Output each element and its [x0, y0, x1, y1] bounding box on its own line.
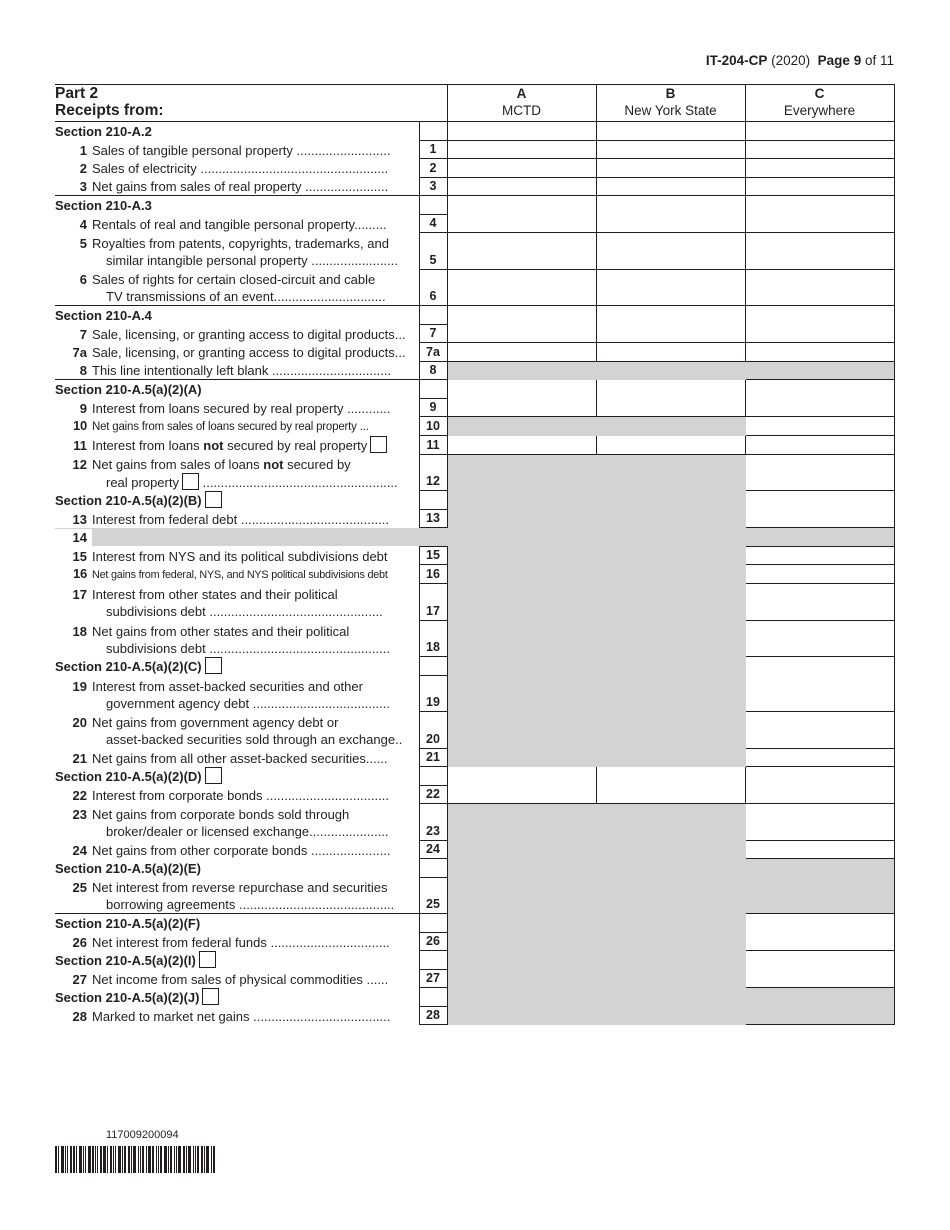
line-1-col-a[interactable]	[447, 140, 596, 159]
barcode-bar	[142, 1146, 144, 1173]
barcode-bar	[107, 1146, 108, 1173]
table-row: 3 Net gains from sales of real property ....................... 3	[55, 177, 894, 196]
barcode-bar	[122, 1146, 123, 1173]
line-12-checkbox[interactable]	[182, 473, 199, 490]
part-subtitle: Receipts from:	[55, 102, 164, 119]
barcode-bars	[55, 1146, 216, 1173]
section-heading: Section 210-A.4	[55, 306, 894, 325]
section-heading: Section 210-A.3	[55, 196, 894, 215]
barcode-bar	[92, 1146, 94, 1173]
barcode-number: 117009200094	[106, 1129, 179, 1141]
line-15-col-c[interactable]	[745, 546, 894, 565]
section-i-checkbox[interactable]	[199, 951, 216, 968]
table-row: 16 Net gains from federal, NYS, and NYS political subdivisions debt 16	[55, 565, 894, 584]
section-heading: Section 210-A.5(a)(2)(C)	[55, 657, 894, 676]
barcode-bar	[128, 1146, 130, 1173]
barcode-bar	[133, 1146, 136, 1173]
line-1-col-b[interactable]	[596, 140, 745, 159]
section-heading: Section 210-A.5(a)(2)(I)	[55, 951, 894, 970]
line-11-checkbox[interactable]	[370, 436, 387, 453]
line-9-col-c[interactable]	[745, 398, 894, 417]
line-7-col-c[interactable]	[745, 324, 894, 343]
section-heading: Section 210-A.5(a)(2)(J)	[55, 988, 894, 1007]
barcode-bar	[211, 1146, 212, 1173]
line-7-col-a[interactable]	[447, 324, 596, 343]
line-4-col-b[interactable]	[596, 214, 745, 233]
line-2-col-c[interactable]	[745, 159, 894, 178]
barcode-bar	[188, 1146, 191, 1173]
barcode-bar	[204, 1146, 205, 1173]
barcode-bar	[213, 1146, 215, 1173]
barcode-bar	[103, 1146, 106, 1173]
table-row: 22 Interest from corporate bonds .................................. 22	[55, 785, 894, 804]
table-row: 2 Sales of electricity .................................................... 2	[55, 159, 894, 178]
barcode-bar	[178, 1146, 181, 1173]
section-heading: Section 210-A.2	[55, 122, 894, 141]
table-row: 21 Net gains from all other asset-backed securities...... 21	[55, 748, 894, 767]
line-4-col-a[interactable]	[447, 214, 596, 233]
table-row: 12 Net gains from sales of loans not secured by real property ...................................................... 12	[55, 454, 894, 491]
line-12-col-c[interactable]	[745, 454, 894, 491]
barcode-bar	[61, 1146, 64, 1173]
barcode-bar	[152, 1146, 154, 1173]
page-of: of 11	[864, 53, 894, 68]
line-16-col-c[interactable]	[745, 565, 894, 584]
barcode-bar	[100, 1146, 102, 1173]
line-23-col-c[interactable]	[745, 804, 894, 841]
barcode-bar	[170, 1146, 172, 1173]
column-b-header: B New York State	[596, 85, 745, 122]
barcode-bar	[70, 1146, 72, 1173]
barcode-bar	[168, 1146, 169, 1173]
table-header	[55, 85, 894, 122]
table-row: 14	[55, 528, 894, 547]
barcode-bar	[110, 1146, 112, 1173]
column-a-header: A MCTD	[447, 85, 596, 122]
barcode-bar	[206, 1146, 209, 1173]
line-22-col-a[interactable]	[447, 785, 596, 804]
line-22-col-c[interactable]	[745, 785, 894, 804]
barcode-bar	[158, 1146, 159, 1173]
table-row: 5 Royalties from patents, copyrights, trademarks, and similar intangible personal property ........................ 5	[55, 233, 894, 270]
line-3-col-b[interactable]	[596, 177, 745, 196]
table-row: 28 Marked to market net gains ...................................... 28	[55, 1006, 894, 1025]
line-6-col-c[interactable]	[745, 269, 894, 306]
line-4-col-c[interactable]	[745, 214, 894, 233]
barcode-bar	[113, 1146, 114, 1173]
form-year: (2020)	[771, 53, 811, 68]
section-heading: Section 210-A.5(a)(2)(E)	[55, 859, 894, 878]
table-row: 4 Rentals of real and tangible personal property......... 4	[55, 214, 894, 233]
table-row: 9 Interest from loans secured by real property ............ 9	[55, 398, 894, 417]
barcode-bar	[76, 1146, 77, 1173]
table-row: 1 Sales of tangible personal property .......................... 1	[55, 140, 894, 159]
table-row: 25 Net interest from reverse repurchase and securities borrowing agreements ........................................... 25	[55, 877, 894, 914]
barcode-bar	[65, 1146, 66, 1173]
line-11-col-c[interactable]	[745, 436, 894, 455]
section-c-checkbox[interactable]	[205, 657, 222, 674]
table-row: 10 Net gains from sales of loans secured by real property ... 10	[55, 417, 894, 436]
barcode-bar	[156, 1146, 157, 1173]
table-row: 15 Interest from NYS and its political subdivisions debt 15	[55, 546, 894, 565]
line-5-col-a[interactable]	[447, 233, 596, 270]
line-3-col-a[interactable]	[447, 177, 596, 196]
line-18-col-c[interactable]	[745, 620, 894, 657]
barcode-bar	[73, 1146, 75, 1173]
table-row: 8 This line intentionally left blank ................................. 8	[55, 361, 894, 380]
barcode-bar	[197, 1146, 199, 1173]
barcode-bar	[79, 1146, 82, 1173]
line-10-col-c[interactable]	[745, 417, 894, 436]
section-heading: Section 210-A.5(a)(2)(B)	[55, 491, 894, 510]
line-24-col-c[interactable]	[745, 840, 894, 859]
line-5-col-c[interactable]	[745, 233, 894, 270]
barcode-bar	[201, 1146, 203, 1173]
line-13-col-c[interactable]	[745, 509, 894, 528]
line-5-col-b[interactable]	[596, 233, 745, 270]
barcode-bar	[124, 1146, 126, 1173]
page-header	[706, 53, 894, 68]
line-11-col-a[interactable]	[447, 436, 596, 455]
barcode-bar	[115, 1146, 116, 1173]
section-j-checkbox[interactable]	[202, 988, 219, 1005]
table-row: 26 Net interest from federal funds ................................. 26	[55, 932, 894, 951]
line-2-col-b[interactable]	[596, 159, 745, 178]
line-7a-col-a[interactable]	[447, 343, 596, 362]
table-row: 7a Sale, licensing, or granting access to digital products... 7a	[55, 343, 894, 362]
barcode-bar	[85, 1146, 86, 1173]
barcode-bar	[176, 1146, 177, 1173]
barcode-bar	[97, 1146, 98, 1173]
barcode-bar	[83, 1146, 84, 1173]
line-6-col-b[interactable]	[596, 269, 745, 306]
column-c-header: C Everywhere	[745, 85, 894, 122]
section-d-checkbox[interactable]	[205, 767, 222, 784]
barcode-bar	[131, 1146, 132, 1173]
line-22-col-b[interactable]	[596, 785, 745, 804]
line-26-col-c[interactable]	[745, 932, 894, 951]
barcode-bar	[164, 1146, 167, 1173]
line-9-col-a[interactable]	[447, 398, 596, 417]
form-id: IT-204-CP	[705, 53, 768, 68]
barcode-bar	[95, 1146, 96, 1173]
section-heading: Section 210-A.5(a)(2)(D)	[55, 767, 894, 786]
table-row: 11 Interest from loans not secured by real property 11	[55, 436, 894, 455]
table-row: 7 Sale, licensing, or granting access to digital products... 7	[55, 324, 894, 343]
part-title: Part 2	[55, 85, 99, 102]
barcode-bar	[186, 1146, 187, 1173]
barcode-bar	[174, 1146, 175, 1173]
section-heading: Section 210-A.5(a)(2)(F)	[55, 914, 894, 933]
barcode-bar	[118, 1146, 121, 1173]
barcode-bar	[193, 1146, 194, 1173]
receipts-table	[55, 84, 895, 1025]
line-3-col-c[interactable]	[745, 177, 894, 196]
line-7a-col-b[interactable]	[596, 343, 745, 362]
line-21-col-c[interactable]	[745, 748, 894, 767]
line-17-col-c[interactable]	[745, 584, 894, 621]
table-row: 24 Net gains from other corporate bonds ...................... 24	[55, 840, 894, 859]
table-row: 6 Sales of rights for certain closed-circuit and cable TV transmissions of an event............................... 6	[55, 269, 894, 306]
table-row: 27 Net income from sales of physical commodities ...... 27	[55, 969, 894, 988]
barcode-bar	[195, 1146, 196, 1173]
barcode-bar	[148, 1146, 151, 1173]
line-7-col-b[interactable]	[596, 324, 745, 343]
line-9-col-b[interactable]	[596, 398, 745, 417]
table-row: 20 Net gains from government agency debt or asset-backed securities sold through an exchange.. 20	[55, 712, 894, 749]
line-2-col-a[interactable]	[447, 159, 596, 178]
barcode-bar	[58, 1146, 59, 1173]
barcode-bar	[55, 1146, 57, 1173]
barcode-bar	[88, 1146, 91, 1173]
barcode-bar	[138, 1146, 139, 1173]
line-20-col-c[interactable]	[745, 712, 894, 749]
line-27-col-c[interactable]	[745, 969, 894, 988]
section-heading: Section 210-A.5(a)(2)(A)	[55, 380, 894, 399]
page-label: Page 9	[817, 53, 862, 68]
table-row: 18 Net gains from other states and their political subdivisions debt .................................................. 18	[55, 620, 894, 657]
table-row: 17 Interest from other states and their political subdivisions debt ................................................ 17	[55, 584, 894, 621]
barcode-bar	[160, 1146, 162, 1173]
line-6-col-a[interactable]	[447, 269, 596, 306]
line-7a-col-c[interactable]	[745, 343, 894, 362]
line-19-col-c[interactable]	[745, 675, 894, 712]
barcode-bar	[146, 1146, 147, 1173]
barcode-bar	[140, 1146, 141, 1173]
barcode-bar	[183, 1146, 185, 1173]
line-1-col-c[interactable]	[745, 140, 894, 159]
barcode-bar	[67, 1146, 68, 1173]
section-b-checkbox[interactable]	[205, 491, 222, 508]
table-row: 13 Interest from federal debt ......................................... 13	[55, 509, 894, 528]
table-row: 23 Net gains from corporate bonds sold through broker/dealer or licensed exchange...................... 23	[55, 804, 894, 841]
line-11-col-b[interactable]	[596, 436, 745, 455]
table-row: 19 Interest from asset-backed securities and other government agency debt ...................................... 19	[55, 675, 894, 712]
part-heading	[55, 85, 447, 122]
